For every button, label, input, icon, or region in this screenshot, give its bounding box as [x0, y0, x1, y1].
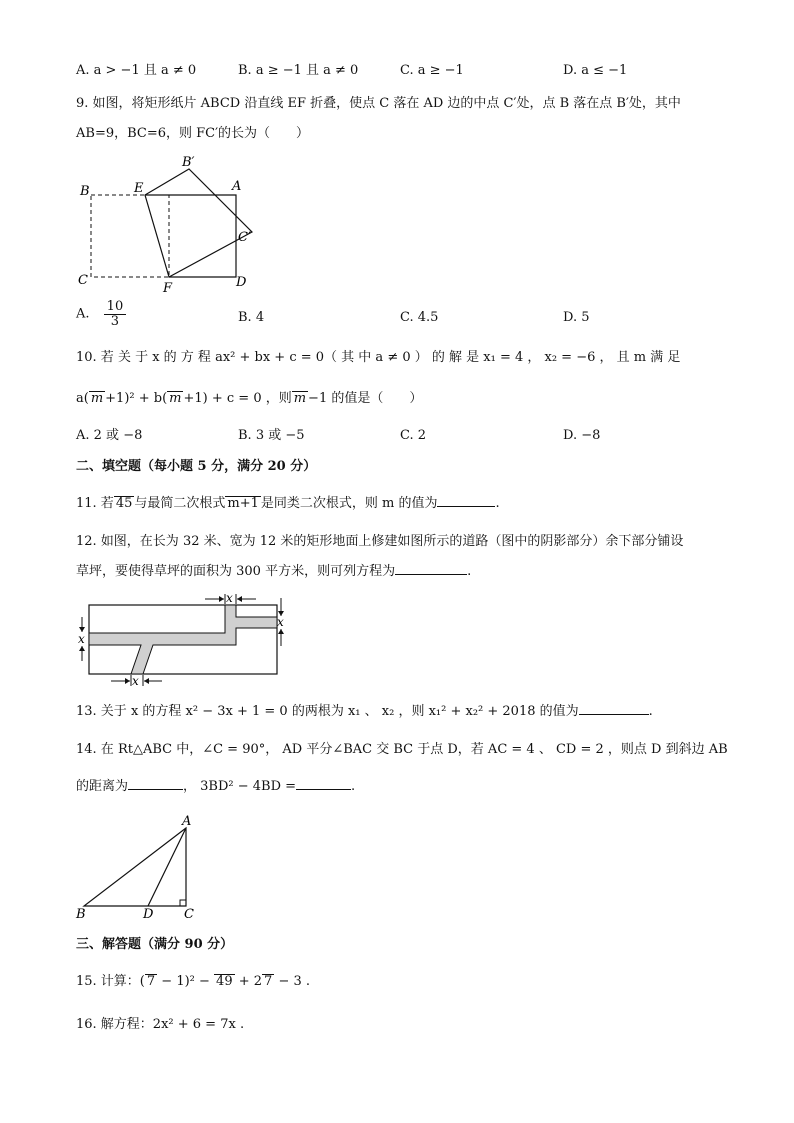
label-D: D	[143, 907, 154, 922]
q12-end: .	[467, 564, 472, 579]
x-label-top: x	[226, 591, 233, 605]
q10-option-d: D. −8	[563, 428, 601, 443]
q15-part2: − 1)² −	[157, 974, 215, 989]
q13-text: 13. 关于 x 的方程 x² − 3x + 1 = 0 的两根为 x₁ 、 x₂ ，则 x₁² + x₂² + 2018 的值为	[76, 704, 579, 719]
q15-part4: − 3 .	[274, 974, 311, 989]
q10-option-a: A. 2 或 −8	[76, 428, 143, 443]
label-Cp: C′	[238, 230, 251, 245]
q8-option-c: C. a ≥ −1	[400, 63, 464, 78]
radical-45: 45	[115, 496, 133, 511]
q12-line2-text: 草坪，要使得草坪的面积为 300 平方米，则可列方程为	[76, 564, 396, 579]
fraction-denominator: 3	[110, 314, 120, 329]
q10-option-b: B. 3 或 −5	[238, 428, 305, 443]
label-Bp: B′	[182, 155, 195, 170]
q14-stem-line1: 14. 在 Rt△ABC 中，∠C = 90°， AD 平分∠BAC 交 BC 于点 D，若 AC = 4 、 CD = 2 ，则点 D 到斜边 AB	[76, 742, 728, 757]
label-D: D	[236, 275, 247, 290]
label-A: A	[232, 179, 242, 194]
radical-49: 49	[216, 974, 233, 989]
q13-end: .	[648, 704, 653, 719]
q9-option-d: D. 5	[563, 310, 590, 325]
q9-option-a-prefix: A.	[76, 306, 90, 322]
label-B: B	[76, 907, 86, 922]
q9-option-b: B. 4	[238, 310, 265, 325]
section-2-heading: 二、填空题（每小题 5 分，满分 20 分）	[76, 459, 317, 474]
x-label-left: x	[78, 632, 85, 646]
q14-line2-b: ， 3BD² − 4BD =	[183, 779, 297, 794]
q11-part1: 11. 若	[76, 496, 114, 511]
q11-end: .	[495, 496, 500, 511]
q16-stem: 16. 解方程：2x² + 6 = 7x .	[76, 1017, 245, 1032]
q10-expr-d: −1 的值是（ ）	[308, 391, 423, 406]
q9-stem-line2: AB=9，BC=6，则 FC′的长为（ ）	[76, 126, 310, 141]
q12-stem-line1: 12. 如图，在长为 32 米、宽为 12 米的矩形地面上修建如图所示的道路（图中的阴影部分）余下部分铺设	[76, 534, 684, 549]
q15-part3: + 2	[234, 974, 263, 989]
q9-stem-line1: 9. 如图，将矩形纸片 ABCD 沿直线 EF 折叠，使点 C 落在 AD 边的中点 C′处，点 B 落在点 B′处，其中	[76, 96, 681, 111]
right-angle-mark	[180, 900, 186, 906]
label-E: E	[134, 181, 144, 196]
q10-expr-c: +1) + c = 0 ，则	[183, 391, 292, 406]
triangle-ABC	[84, 828, 186, 906]
q8-option-b: B. a ≥ −1 且 a ≠ 0	[238, 63, 359, 78]
q15-stem	[76, 973, 310, 991]
segment-AD	[148, 828, 186, 906]
q14-end: .	[351, 779, 356, 794]
x-label-right: x	[277, 615, 284, 629]
q14-line2-a: 的距离为	[76, 779, 129, 794]
q11-part2: 与最简二次根式	[134, 496, 226, 511]
label-B: B	[80, 184, 90, 199]
radical-m-1: m	[90, 391, 104, 406]
fraction-numerator: 10	[104, 300, 127, 315]
q10-stem-line1: 10. 若 关 于 x 的 方 程 ax² + bx + c = 0（ 其 中 a ≠ 0 ） 的 解 是 x₁ = 4 ， x₂ = −6 ， 且 m 满 足	[76, 350, 681, 365]
q11-part3: 是同类二次根式，则 m 的值为	[260, 496, 438, 511]
q10-expr-b: +1)² + b(	[105, 391, 168, 406]
radical-7-b: 7	[264, 974, 273, 989]
radical-m-3: m	[293, 391, 307, 406]
q8-option-d: D. a ≤ −1	[563, 63, 628, 78]
radical-7-a: 7	[146, 974, 156, 989]
q10-option-c: C. 2	[400, 428, 427, 443]
label-F: F	[163, 281, 173, 296]
label-C: C	[78, 273, 88, 288]
q15-part1: 15. 计算：(	[76, 974, 145, 989]
q8-option-a: A. a > −1 且 a ≠ 0	[76, 63, 197, 78]
radical-m-plus-1: m+1	[227, 496, 259, 511]
label-A: A	[182, 814, 192, 829]
section-3-heading: 三、解答题（满分 90 分）	[76, 937, 234, 952]
label-C: C	[184, 907, 194, 922]
q9-option-c: C. 4.5	[400, 310, 439, 325]
x-label-bottom: x	[132, 674, 139, 688]
radical-m-2: m	[169, 391, 182, 406]
q10-expr-a: a(	[76, 391, 89, 406]
